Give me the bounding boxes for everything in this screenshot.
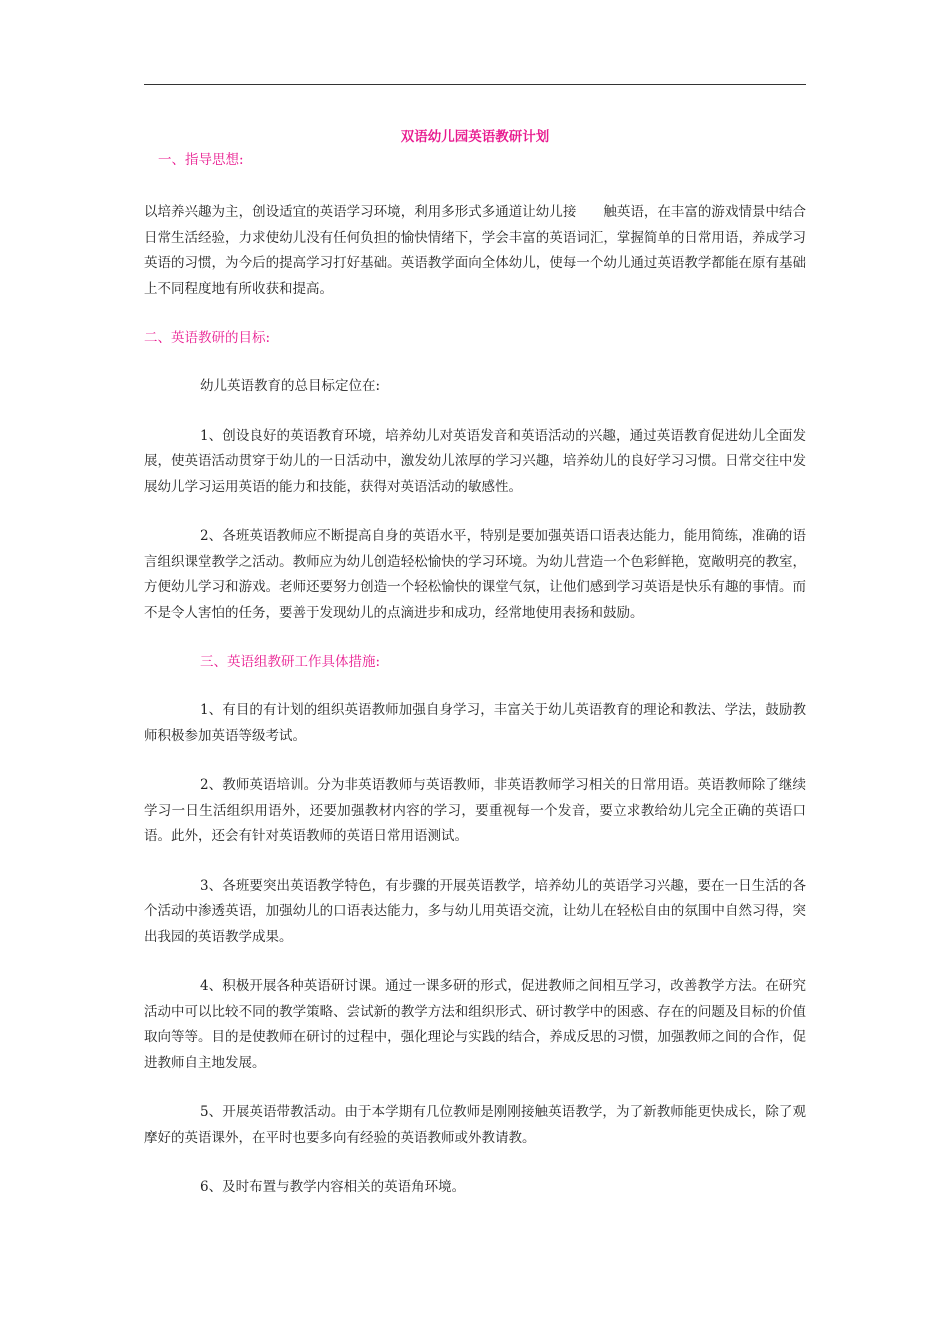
section-3-item: 6、及时布置与教学内容相关的英语角环境。 [200,1179,466,1195]
section-1-paragraph: 以培养兴趣为主，创设适宜的英语学习环境，利用多形式多通道让幼儿接 触英语，在丰富的游戏情景中结合日常生活经验，力求使幼儿没有任何负担的愉快情绪下，学会丰富的英语词汇，掌握简单的日常用语，养成学习英语的习惯，为今后的提高学习打好基础。英语教学面向全体幼儿，使每一个幼儿通过英语教学都能在原有基础上不同程度地有所收获和提高。 [144,204,806,297]
document-title: 双语幼儿园英语教研计划 [400,129,550,145]
section-3-item: 2、教师英语培训。分为非英语教师与英语教师，非英语教师学习相关的日常用语。英语教师除了继续学习一日生活组织用语外，还要加强教材内容的学习，要重视每一个发音，要立求教给幼儿完全正确的英语口语。此外，还会有针对英语教师的英语日常用语测试。 [144,777,806,844]
section-3-item: 5、开展英语带教活动。由于本学期有几位教师是刚刚接触英语教学，为了新教师能更快成长，除了观摩好的英语课外，在平时也要多向有经验的英语教师或外教请教。 [144,1104,806,1146]
section-2-heading: 二、英语教研的目标: [144,330,271,346]
section-3-item: 1、有目的有计划的组织英语教师加强自身学习，丰富关于幼儿英语教育的理论和教法、学法，鼓励教师积极参加英语等级考试。 [144,702,806,744]
document-body [144,126,806,1201]
section-3-item: 3、各班要突出英语教学特色，有步骤的开展英语教学，培养幼儿的英语学习兴趣，要在一日生活的各个活动中渗透英语，加强幼儿的口语表达能力，多与幼儿用英语交流，让幼儿在轻松自由的氛围中自然习得，突出我园的英语教学成果。 [144,877,806,945]
section-2-intro: 幼儿英语教育的总目标定位在: [200,378,381,394]
section-3-item: 4、积极开展各种英语研讨课。通过一课多研的形式，促进教师之间相互学习，改善教学方法。在研究活动中可以比较不同的教学策略、尝试新的教学方法和组织形式、研讨教学中的困惑、存在的问题及目标的价值取向等等。目的是使教师在研讨的过程中，强化理论与实践的结合，养成反思的习惯，加强教师之间的合作，促进教师自主地发展。 [144,978,806,1071]
section-3-heading: 三、英语组教研工作具体措施: [200,654,381,670]
section-2-item: 2、各班英语教师应不断提高自身的英语水平，特别是要加强英语口语表达能力，能用简练，准确的语言组织课堂教学之活动。教师应为幼儿创造轻松愉快的学习环境。为幼儿营造一个色彩鲜艳，宽敞明亮的教室，方便幼儿学习和游戏。老师还要努力创造一个轻松愉快的课堂气氛，让他们感到学习英语是快乐有趣的事情。而不是令人害怕的任务，要善于发现幼儿的点滴进步和成功，经常地使用表扬和鼓励。 [144,528,806,621]
header-rule [144,84,806,85]
section-1-heading: 一、指导思想: [158,152,244,168]
section-2-item: 1、创设良好的英语教育环境，培养幼儿对英语发音和英语活动的兴趣，通过英语教育促进幼儿全面发展，使英语活动贯穿于幼儿的一日活动中，激发幼儿浓厚的学习兴趣，培养幼儿的良好学习习惯。日常交往中发展幼儿学习运用英语的能力和技能，获得对英语活动的敏感性。 [144,427,806,495]
